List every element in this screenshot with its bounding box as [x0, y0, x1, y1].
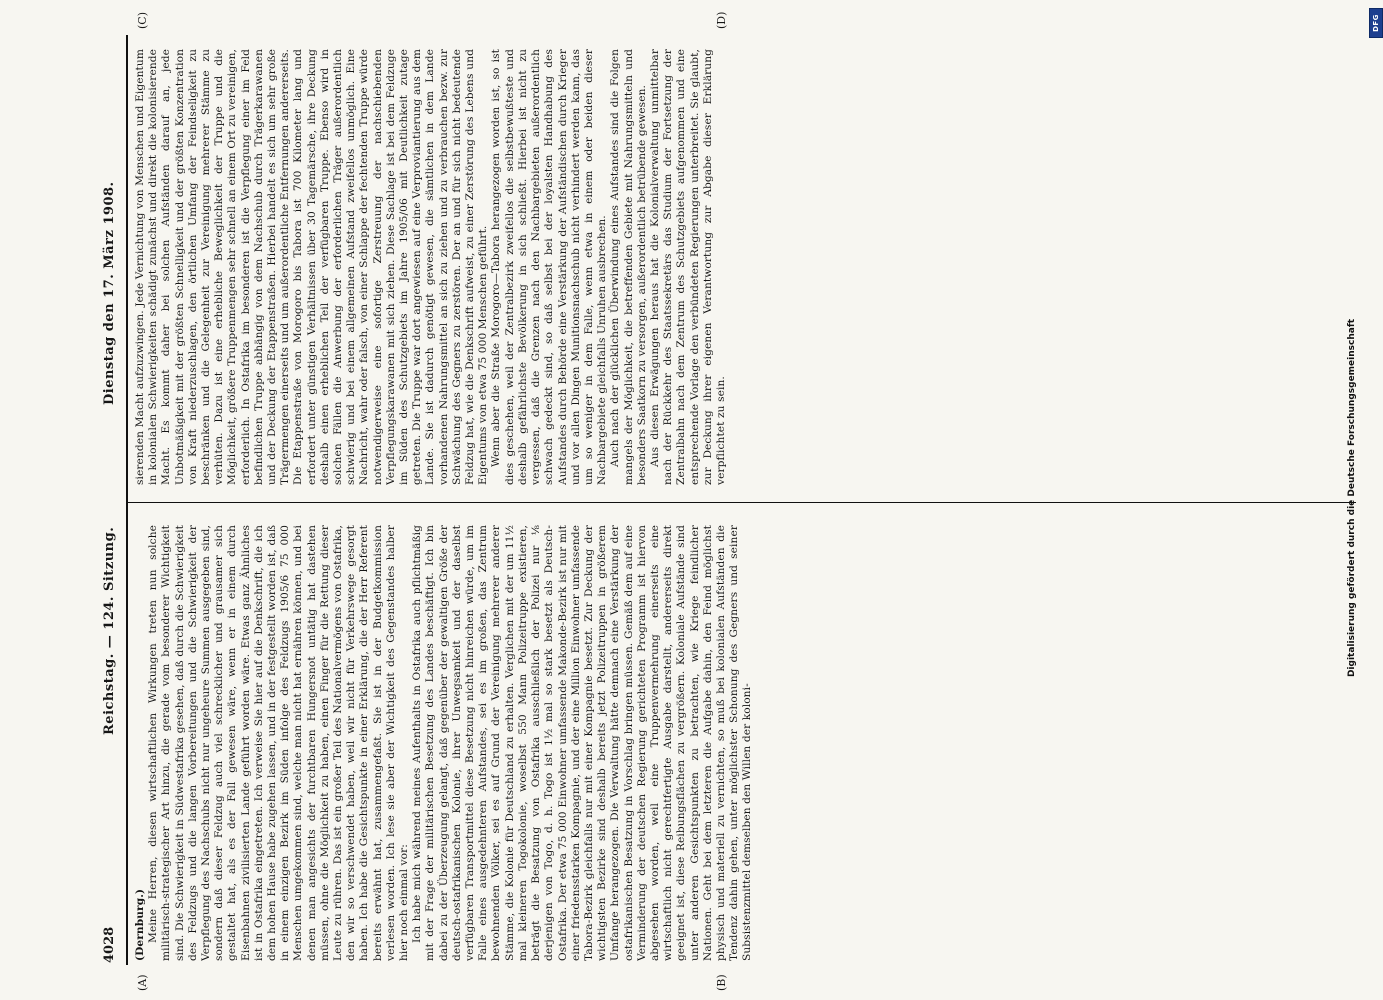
margin-marker-a: (A): [136, 974, 149, 991]
left-heading: Reichstag. — 124. Sitzung.: [102, 526, 117, 735]
right-paragraph: sierenden Macht aufzuzwingen. Jede Vernichtung von Menschen und Eigentum in kolonialen Schwierigkeiten schädigt zunächst und direkt die kolonisierende Macht. Es kommt daher bei solchen Aufständen darauf an, jede Unbotmäßigkeit mit der größten Schnelligkeit und der größten Konzentration von Kraft niederzuschlagen, den örtlichen Umfang der Feindseligkeit zu beschränken und die Gelegenheit zur Vereinigung mehrerer Stämme zu verhüten. Dazu ist eine erhebliche Beweglichkeit der Truppe und die Möglichkeit, größere Truppenmengen sehr schnell an einem Ort zu vereinigen, erforderlich. In Ostafrika im besonderen ist die Verpflegung einer im Feld befindlichen Truppe abhängig von dem Nachschub durch Trägerkarawanen und der Deckung der Etappenstraßen. Hierbei handelt es sich um sehr große Trägermengen einerseits und um außerordentliche Entfernungen andererseits. Die Etappenstraße von Morogoro bis Tabora ist 700 Kilometer lang und erfordert unter günstigen Verhältnissen über 30 Tagemärsche, ihre Deckung deshalb einen erheblichen Teil der verfügbaren Truppe. Ebenso wird in solchen Fällen die Anwerbung der erforderlichen Träger außerordentlich schwierig und bei einem allgemeinen Aufstand zweifellos unmöglich. Eine Nachricht, wahr oder falsch, von einer Schlappe der fechtenden Truppe würde notwendigerweise eine sofortige Zerstreuung der nachschiebenden Verpflegungskarawanen mit sich ziehen. Diese Sachlage ist bei dem Feldzuge im Süden des Schutzgebiets im Jahre 1905/06 mit Deutlichkeit zutage getreten. Die Truppe war dort angewiesen auf eine Verproviantierung aus dem Lande. Sie ist dadurch genötigt gewesen, die sämtlichen in dem Lande vorhandenen Nahrungsmittel an sich zu ziehen und zu verbrauchen bezw. zur Schwächung des Gegners zu zerstören. Der an und für sich nicht bedeutende Feldzug hat, wie die Denkschrift aufweist, zu einer Zerstörung des Lebens und Eigentums von etwa 75 000 Menschen geführt.: [134, 49, 490, 485]
header-rule: [126, 35, 128, 965]
column-divider: [126, 502, 1356, 503]
right-paragraph: Auch nach der glücklichen Überwindung eines Aufstandes sind die Folgen mangels der Möglichkeit, die betreffenden Gebiete mit Nahrungsmitteln und besonders Saatkorn zu versorgen, außerordentlich betrübende gewesen.: [609, 49, 648, 485]
left-column: [134, 525, 1354, 961]
right-heading: Dienstag den 17. März 1908.: [102, 181, 117, 405]
margin-marker-b: (B): [715, 974, 728, 991]
margin-marker-c: (C): [136, 12, 149, 29]
dfg-logo: DFG: [1369, 8, 1383, 38]
margin-marker-d: (D): [715, 11, 728, 29]
digitization-note: Digitalisierung gefördert durch die Deutsche Forschungsgemeinschaft: [1347, 318, 1357, 678]
left-paragraph: Ich habe mich während meines Aufenthalts in Ostafrika auch pflichtmäßig mit der Frage der militärischen Besetzung des Landes beschäftigt. Ich bin dabei zu der Überzeugung gelangt, daß gegenüber der gewaltigen Größe der deutsch-ostafrikanischen Kolonie, ihrer Unwegsamkeit und der daselbst verfügbaren Transportmittel diese Besetzung nicht hinreichen würde, um im Falle eines ausgedehnteren Aufstandes, sei es im großen, das Zentrum bewohnenden Völker, sei es auf Grund der Vereinigung mehrerer anderer Stämme, die Kolonie für Deutschland zu erhalten. Verglichen mit der um 11½ mal kleineren Togokolonie, woselbst 550 Mann Polizeitruppe existieren, beträgt die Besatzung von Ostafrika ausschließlich der Polizei nur ⅛ derjenigen von Togo, d. h. Togo ist 1½ mal so stark besetzt als Deutsch-Ostafrika. Der etwa 75 000 Einwohner umfassende Makonde-Bezirk ist nur mit einer friedensstarken Kompagnie, und der eine Million Einwohner umfassende Tabora-Bezirk gleichfalls nur mit einer Kompagnie besetzt. Zur Deckung der wichtigsten Bezirke sind deshalb bereits jetzt Polizeitruppen in größerem Umfange herangezogen. Die Verwaltung hätte demnach eine Verstärkung der ostafrikanischen Besatzung in Vorschlag bringen müssen. Gemäß dem auf eine Verminderung der deutschen Regierung gerichteten Programm ist hiervon abgesehen worden, weil eine Truppenvermehrung einerseits eine wirtschaftlich nicht gerechtfertigte Ausgabe darstellt, andererseits direkt geeignet ist, diese Reibungsflächen zu vergrößern. Koloniale Aufstände sind unter anderen Gesichtspunkten zu betrachten, wie Kriege feindlicher Nationen. Geht bei dem letzteren die Aufgabe dahin, den Feind möglichst physisch und materiell zu vernichten, so muß bei kolonialen Aufständen die Tendenz dahin gehen, unter möglichster Schonung des Gegners und seiner Subsistenzmittel demselben den Willen der koloni-: [411, 525, 754, 961]
right-column: [134, 49, 1354, 485]
running-header: [100, 35, 122, 965]
right-paragraph: Wenn aber die Straße Morogoro—Tabora herangezogen worden ist, so ist dies geschehen, weil der Zentralbezirk zweifellos die selbstbewußteste und deshalb gefährlichste Bevölkerung in sich schließt. Hierbei ist nicht zu vergessen, daß die Grenzen nach den Nachbargebieten außerordentlich schwach gedeckt sind, so daß selbst bei der loyalsten Handhabung des Aufstandes durch Behörde eine Verstärkung der Aufständischen durch Krieger und vor allen Dingen Munitionsnachschub nicht verhindert werden kann, das um so weniger in dem Falle, wenn etwa in einem oder beiden dieser Nachbargebiete gleichfalls Unruhen ausbrechen.: [490, 49, 609, 485]
page-number: 4028: [102, 926, 117, 963]
speaker-label: (Dernburg.): [134, 888, 146, 961]
left-paragraph: Meine Herren, diesen wirtschaftlichen Wirkungen treten nun solche militärisch-strategischer Art hinzu, die gerade vom besonderer Wichtigkeit sind. Die Schwierigkeit in Südwestafrika gesehen, daß durch die Schwierigkeit des Feldzugs und die langen Vorbereitungen und die Schwierigkeit der Verpflegung des Nachschubs nicht nur ungeheure Summen ausgegeben sind, sondern daß dieser Feldzug auch viel schrecklicher und grausamer sich gestaltet hat, als es der Fall gewesen wäre, wenn er in einem durch Eisenbahnen zivilisierten Lande geführt worden wäre. Etwas ganz Ähnliches ist in Ostafrika eingetreten. Ich verweise Sie hier auf die Denkschrift, die ich dem hohen Hause habe zugehen lassen, und in der festgestellt worden ist, daß in einem einzigen Bezirk im Süden infolge des Feldzugs 1905/6 75 000 Menschen umgekommen sind, welche man nicht hat ernähren können, und bei denen man angesichts der furchtbaren Hungersnot untätig hat dastehen müssen, ohne die Möglichkeit zu haben, einen Finger für die Rettung dieser Leute zu rühren. Das ist ein großer Teil des Nationalvermögens von Ostafrika, den wir so verschwendet haben, weil wir nicht für Verkehrswege gesorgt haben. Ich habe die Gesichtspunkte in einer Erklärung, die der Herr Referent bereits erwähnt hat, zusammengefaßt. Sie ist in der Budgetkommission verlesen worden. Ich lese sie aber der Wichtigkeit des Gegenstandes halber hier noch einmal vor:: [147, 525, 411, 961]
rotated-document-sheet: [100, 11, 1360, 991]
right-paragraph: Aus diesen Erwägungen heraus hat die Kolonialverwaltung unmittelbar nach der Rückkehr des Staatssekretärs das Studium der Fortsetzung der Zentralbahn nach dem Zentrum des Schutzgebiets aufgenommen und eine entsprechende Vorlage den verbündeten Regierungen unterbreitet. Sie glaubt, zur Deckung ihrer eigenen Verantwortung zur Abgabe dieser Erklärung verpflichtet zu sein.: [648, 49, 727, 485]
